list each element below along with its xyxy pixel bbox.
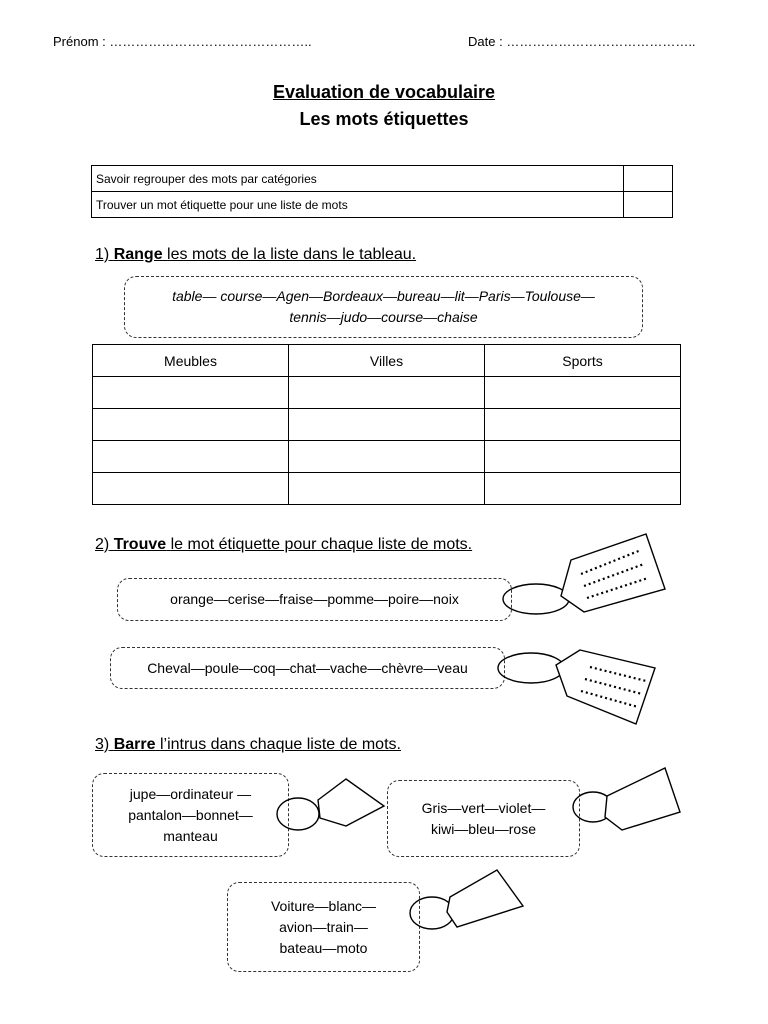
exercise-number: 1) [95,246,110,263]
criteria-text: Trouver un mot étiquette pour une liste de mots [92,192,624,218]
prenom-dots: ……………………………………….. [109,34,312,49]
date-dots: …………………………………….. [506,34,696,49]
date-label: Date : [468,34,503,49]
tag-icon [498,650,655,724]
word-list-line: Voiture—blanc— [270,897,377,914]
page-title: Evaluation de vocabulaire [272,82,496,102]
tag-icon [277,779,384,830]
exercise-text: l’intrus dans chaque liste de mots. [159,736,401,753]
word-list-line: manteau [163,827,218,844]
exercise-text: les mots de la liste dans le tableau. [167,246,417,263]
exercise-verb: Trouve [113,536,167,553]
word-list-line: kiwi—bleu—rose [430,820,537,837]
word-list-text: Cheval—poule—coq—chat—vache—chèvre—veau [147,659,468,676]
page-subtitle: Les mots étiquettes [299,109,469,129]
exercise-number: 2) [95,536,110,553]
tag-icon [573,768,680,830]
prenom-label: Prénom : [53,34,106,49]
column-header-sports: Sports [485,345,681,377]
exercise-text: le mot étiquette pour chaque liste de mots. [170,536,473,553]
word-list-text: orange—cerise—fraise—pomme—poire—noix [170,591,459,607]
column-header-villes: Villes [289,345,485,377]
word-list-line: table— course—Agen—Bordeaux—bureau—lit—Paris—Toulouse— [172,288,595,304]
tag-icon [503,534,665,614]
exercise-number: 3) [95,736,110,753]
word-list-line: avion—train— [279,918,368,935]
exercise-verb: Barre [113,736,156,753]
column-header-meubles: Meubles [93,345,289,377]
word-list-line: jupe—ordinateur — [129,785,252,802]
exercise-verb: Range [113,246,163,263]
word-list-line: bateau—moto [279,939,368,956]
tag-icon [410,870,523,929]
criteria-text: Savoir regrouper des mots par catégories [92,166,624,192]
word-list-line: Gris—vert—violet— [421,799,546,816]
word-list-line: tennis—judo—course—chaise [289,309,478,325]
word-list-line: pantalon—bonnet— [128,806,253,823]
